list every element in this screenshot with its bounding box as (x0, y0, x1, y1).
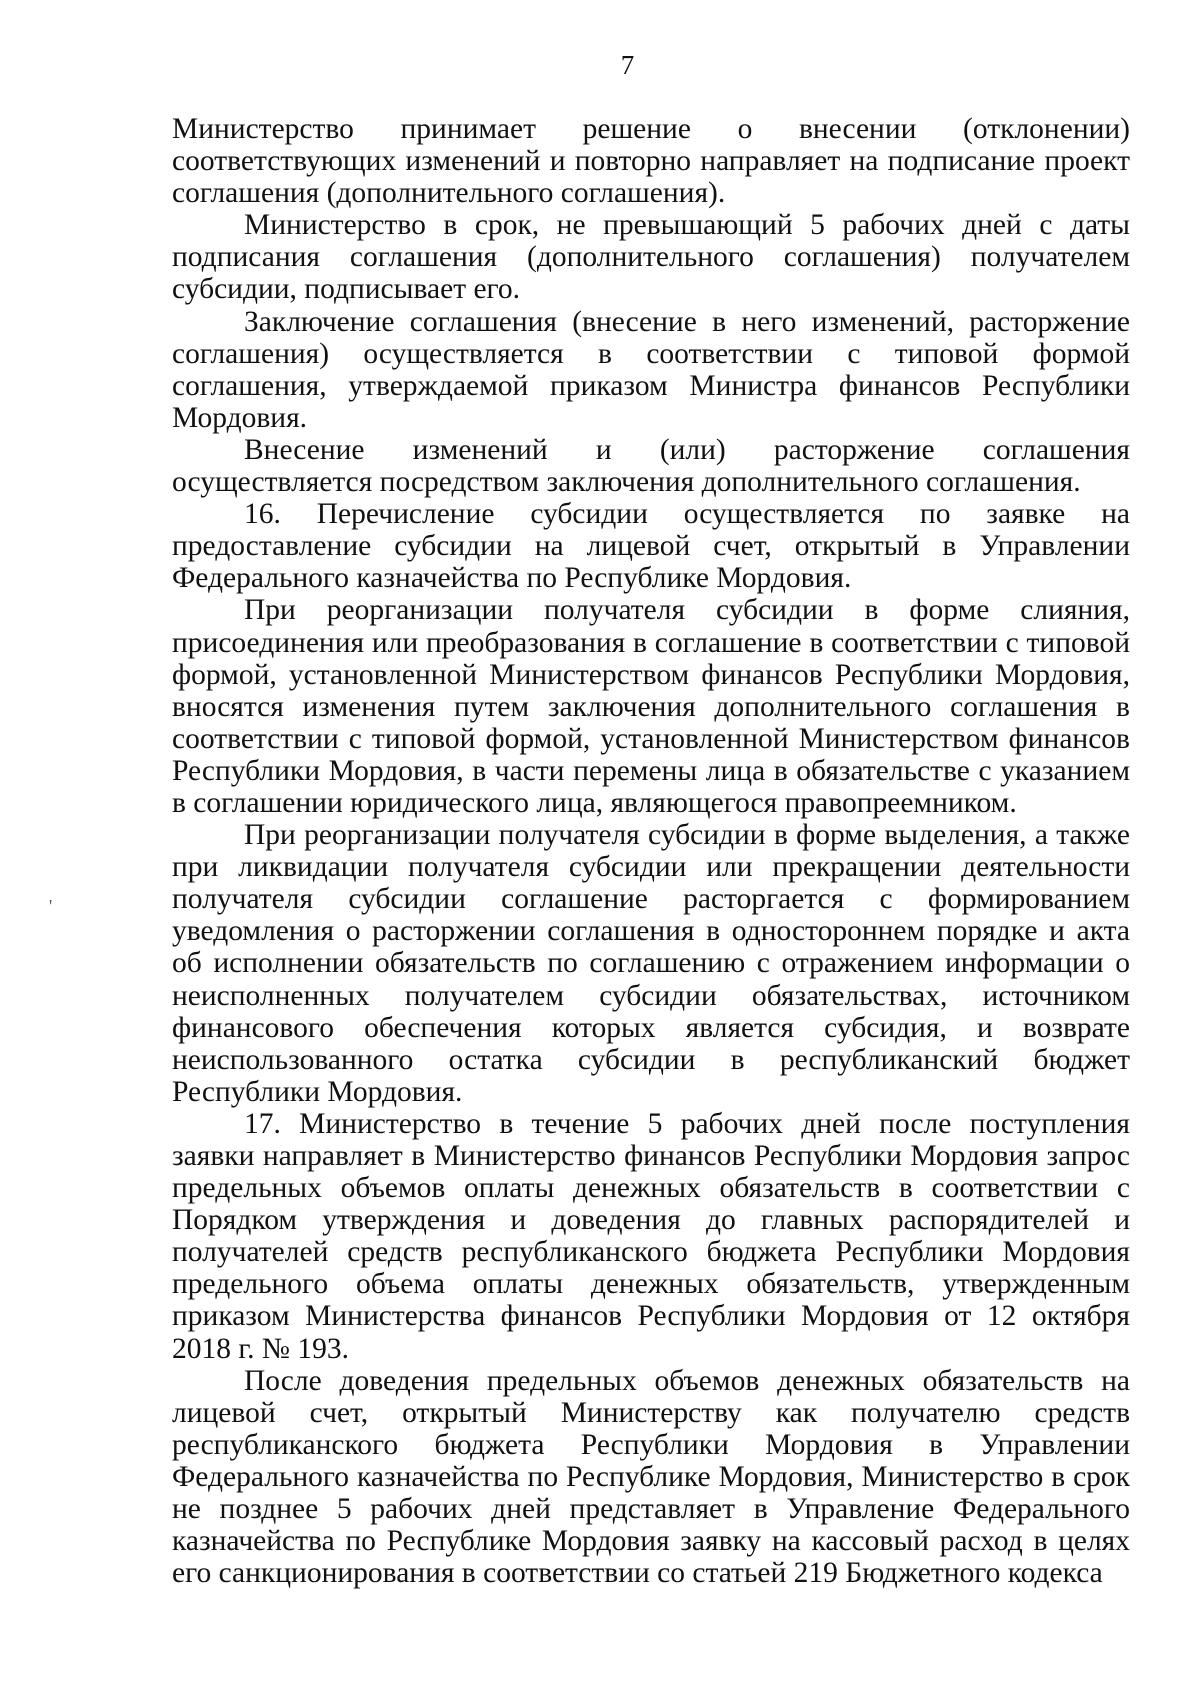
paragraph-signing-deadline: Министерство в срок, не превышающий 5 рабочих дней с даты подписания соглашения (дополнительного соглашения) получателем субсидии, подписывает его. (172, 209, 1130, 306)
paragraph-reorganization-separation: При реорганизации получателя субсидии в форме выделения, а также при ликвидации получателя субсидии или прекращении деятельности получателя субсидии соглашение расторгается с формированием уведомления о расторжении соглашения в одностороннем порядке и акта об исполнении обязательств по соглашению с отражением информации о неисполненных получателем субсидии обязательствах, источником финансового обеспечения которых является субсидия, и возврате неиспользованного остатка субсидии в республиканский бюджет Республики Мордовия. (172, 819, 1130, 1108)
document-body (172, 113, 1130, 1589)
paragraph-agreement-form: Заключение соглашения (внесение в него изменений, расторжение соглашения) осуществляется в соответствии с типовой формой соглашения, утверждаемой приказом Министра финансов Республики Мордовия. (172, 305, 1130, 434)
paragraph-amendments: Внесение изменений и (или) расторжение соглашения осуществляется посредством заключения дополнительного соглашения. (172, 433, 1130, 499)
paragraph-16-transfer: 16. Перечисление субсидии осуществляется по заявке на предоставление субсидии на лицевой счет, открытый в Управлении Федерального казначейства по Республике Мордовия. (172, 498, 1130, 595)
paragraph-17-limits-request: 17. Министерство в течение 5 рабочих дней после поступления заявки направляет в Министерство финансов Республики Мордовия запрос предельных объемов оплаты денежных обязательств в соответствии с Порядком утверждения и доведения до главных распорядителей и получателей средств республиканского бюджета Республики Мордовия предельного объема оплаты денежных обязательств, утвержденным приказом Министерства финансов Республики Мордовия от 12 октября 2018 г. № 193. (172, 1107, 1130, 1365)
paragraph-reorganization-merger: При реорганизации получателя субсидии в форме слияния, присоединения или преобразования в соглашение в соответствии с типовой формой, установленной Министерством финансов Республики Мордовия, вносятся изменения путем заключения дополнительного соглашения в соответствии с типовой формой, установленной Министерством финансов Республики Мордовия, в части перемены лица в обязательстве с указанием в соглашении юридического лица, являющегося правопреемником. (172, 594, 1130, 819)
paragraph-cash-expense: После доведения предельных объемов денежных обязательств на лицевой счет, открытый Министерству как получателю средств республиканского бюджета Республики Мордовия в Управлении Федерального казначейства по Республике Мордовия, Министерство в срок не позднее 5 рабочих дней представляет в Управление Федерального казначейства по Республике Мордовия заявку на кассовый расход в целях его санкционирования в соответствии со статьей 219 Бюджетного кодекса (172, 1364, 1130, 1590)
paragraph-decision: Министерство принимает решение о внесении (отклонении) соответствующих изменений и повторно направляет на подписание проект соглашения (дополнительного соглашения). (172, 113, 1130, 210)
page-number: 7 (620, 50, 635, 80)
margin-mark: ' (49, 896, 53, 916)
